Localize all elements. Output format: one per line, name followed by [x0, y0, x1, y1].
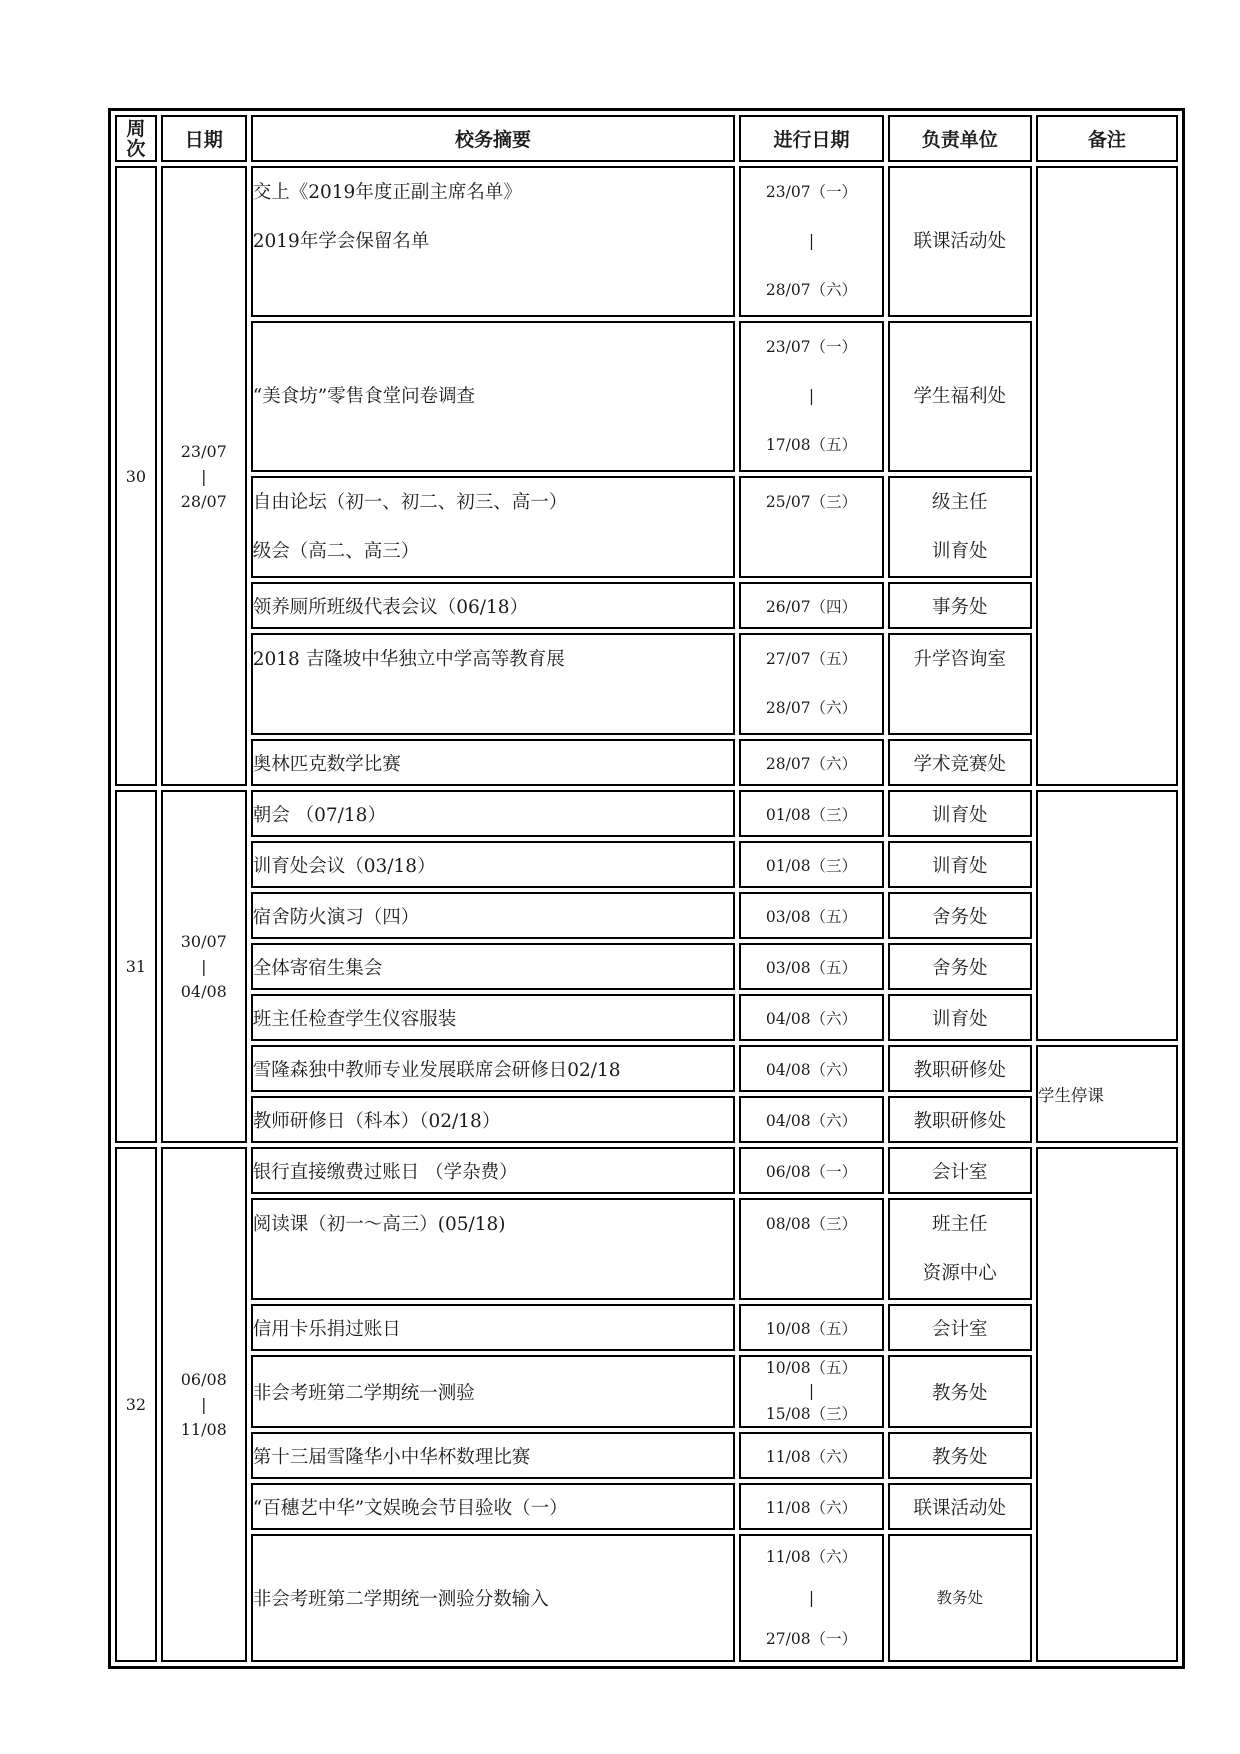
- table-row: [115, 1096, 1178, 1143]
- header-run-date: 进行日期: [739, 115, 883, 162]
- unit-cell: 学术竞赛处: [888, 739, 1032, 786]
- summary-cell: 朝会 （07/18）: [251, 790, 736, 837]
- unit-cell: 舍务处: [888, 943, 1032, 990]
- summary-cell: 银行直接缴费过账日 （学杂费）: [251, 1147, 736, 1194]
- unit-cell: 训育处: [888, 994, 1032, 1041]
- unit-cell: 升学咨询室: [888, 633, 1032, 735]
- unit-cell: 舍务处: [888, 892, 1032, 939]
- table-row: [115, 1355, 1178, 1428]
- summary-cell: 非会考班第二学期统一测验分数输入: [251, 1534, 736, 1662]
- week-date-range: 23/07 | 28/07: [161, 166, 247, 786]
- summary-cell: 全体寄宿生集会: [251, 943, 736, 990]
- school-schedule-table: [111, 111, 1182, 1666]
- unit-cell: 训育处: [888, 790, 1032, 837]
- summary-cell: 班主任检查学生仪容服装: [251, 994, 736, 1041]
- run-date-cell: 04/08（六）: [739, 994, 883, 1041]
- table-row: [115, 943, 1178, 990]
- summary-cell: 2018 吉隆坡中华独立中学高等教育展: [251, 633, 736, 735]
- header-week: 周次: [115, 115, 157, 162]
- note-student-suspension: 学生停课: [1036, 1045, 1178, 1143]
- header-row: [115, 115, 1178, 162]
- summary-cell: 第十三届雪隆华小中华杯数理比赛: [251, 1432, 736, 1479]
- table-row: [115, 790, 1178, 837]
- run-date-cell: 11/08（六）: [739, 1483, 883, 1530]
- unit-cell: 教务处: [888, 1432, 1032, 1479]
- note-cell: [1036, 166, 1178, 786]
- summary-cell: 训育处会议（03/18）: [251, 841, 736, 888]
- summary-cell: 阅读课（初一～高三）(05/18): [251, 1198, 736, 1300]
- table-row: [115, 1147, 1178, 1194]
- table-row: [115, 994, 1178, 1041]
- table-row: [115, 841, 1178, 888]
- unit-cell: 学生福利处: [888, 321, 1032, 472]
- summary-cell: 雪隆森独中教师专业发展联席会研修日02/18: [251, 1045, 736, 1092]
- run-date-cell: 28/07（六）: [739, 739, 883, 786]
- unit-cell: 联课活动处: [888, 1483, 1032, 1530]
- table-row: [115, 476, 1178, 578]
- table-row: [115, 1198, 1178, 1300]
- header-note: 备注: [1036, 115, 1178, 162]
- summary-cell: 奥林匹克数学比赛: [251, 739, 736, 786]
- summary-cell: 非会考班第二学期统一测验: [251, 1355, 736, 1428]
- run-date-cell: 08/08（三）: [739, 1198, 883, 1300]
- run-date-cell: 23/07（一） | 28/07（六）: [739, 166, 883, 317]
- summary-cell: 领养厕所班级代表会议（06/18）: [251, 582, 736, 629]
- header-summary: 校务摘要: [251, 115, 736, 162]
- run-date-cell: 03/08（五）: [739, 892, 883, 939]
- table-row: [115, 633, 1178, 735]
- run-date-cell: 10/08（五） | 15/08（三）: [739, 1355, 883, 1428]
- note-cell: [1036, 790, 1178, 1041]
- run-date-cell: 25/07（三）: [739, 476, 883, 578]
- week-date-range: 30/07 | 04/08: [161, 790, 247, 1143]
- unit-cell: 事务处: [888, 582, 1032, 629]
- run-date-cell: 26/07（四）: [739, 582, 883, 629]
- run-date-cell: 27/07（五） 28/07（六）: [739, 633, 883, 735]
- week-number: 32: [115, 1147, 157, 1662]
- table-row: [115, 739, 1178, 786]
- unit-cell: 班主任 资源中心: [888, 1198, 1032, 1300]
- run-date-cell: 11/08（六） | 27/08（一）: [739, 1534, 883, 1662]
- header-date: 日期: [161, 115, 247, 162]
- unit-cell: 教职研修处: [888, 1096, 1032, 1143]
- table-row: [115, 321, 1178, 472]
- unit-cell: 级主任 训育处: [888, 476, 1032, 578]
- unit-cell: 训育处: [888, 841, 1032, 888]
- run-date-cell: 04/08（六）: [739, 1045, 883, 1092]
- header-unit: 负责单位: [888, 115, 1032, 162]
- run-date-cell: 23/07（一） | 17/08（五）: [739, 321, 883, 472]
- summary-cell: 宿舍防火演习（四）: [251, 892, 736, 939]
- run-date-cell: 01/08（三）: [739, 841, 883, 888]
- summary-cell: 交上《2019年度正副主席名单》 2019年学会保留名单: [251, 166, 736, 317]
- table-row: [115, 892, 1178, 939]
- run-date-cell: 10/08（五）: [739, 1304, 883, 1351]
- table-row: [115, 1045, 1178, 1092]
- summary-cell: 自由论坛（初一、初二、初三、高一） 级会（高二、高三）: [251, 476, 736, 578]
- unit-cell: 教务处: [888, 1534, 1032, 1662]
- unit-cell: 会计室: [888, 1147, 1032, 1194]
- week-number: 30: [115, 166, 157, 786]
- run-date-cell: 03/08（五）: [739, 943, 883, 990]
- unit-cell: 联课活动处: [888, 166, 1032, 317]
- summary-cell: 信用卡乐捐过账日: [251, 1304, 736, 1351]
- table-row: [115, 1432, 1178, 1479]
- week-date-range: 06/08 | 11/08: [161, 1147, 247, 1662]
- table-row: [115, 1483, 1178, 1530]
- table-row: [115, 1304, 1178, 1351]
- unit-cell: 会计室: [888, 1304, 1032, 1351]
- table-row: [115, 166, 1178, 317]
- table-row: [115, 1534, 1178, 1662]
- note-cell: [1036, 1147, 1178, 1662]
- unit-cell: 教职研修处: [888, 1045, 1032, 1092]
- table-row: [115, 582, 1178, 629]
- week-number: 31: [115, 790, 157, 1143]
- unit-cell: 教务处: [888, 1355, 1032, 1428]
- summary-cell: “百穗艺中华”文娱晚会节目验收（一）: [251, 1483, 736, 1530]
- run-date-cell: 11/08（六）: [739, 1432, 883, 1479]
- run-date-cell: 01/08（三）: [739, 790, 883, 837]
- summary-cell: “美食坊”零售食堂问卷调查: [251, 321, 736, 472]
- run-date-cell: 04/08（六）: [739, 1096, 883, 1143]
- summary-cell: 教师研修日（科本）（02/18）: [251, 1096, 736, 1143]
- run-date-cell: 06/08（一）: [739, 1147, 883, 1194]
